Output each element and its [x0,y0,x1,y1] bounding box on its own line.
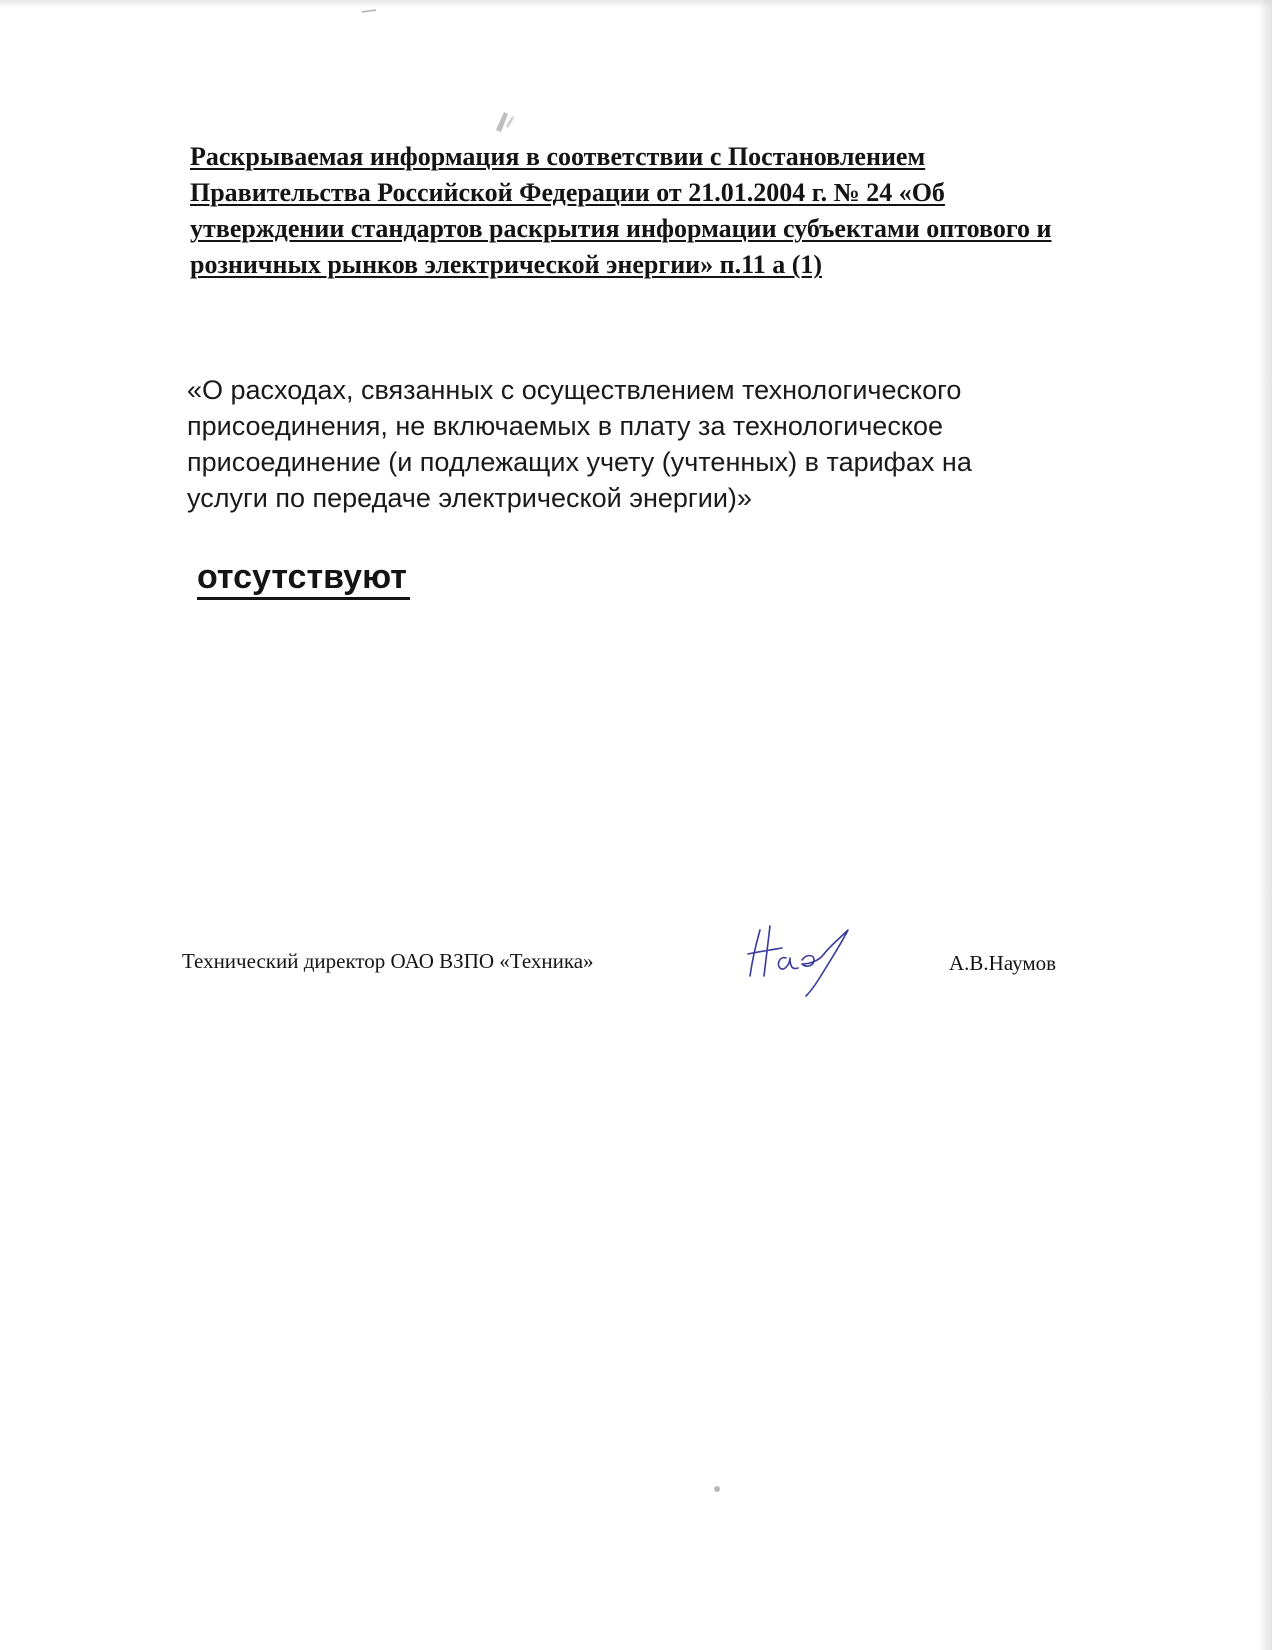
subject-line: присоединения, не включаемых в плату за технологическое [187,411,943,441]
subject-line: «О расходах, связанных с осуществлением технологического [187,375,962,405]
handwritten-signature [740,918,890,998]
subject-line: присоединение (и подлежащих учету (учтенных) в тарифах на [187,447,972,477]
heading-line: розничных рынков электрической энергии» п.11 а (1) [190,250,823,279]
scan-speck-bottom [711,1483,725,1495]
scan-top-shadow [0,0,1272,8]
disclosure-status: отсутствуют [197,557,410,600]
scan-speck-top [490,108,520,134]
signer-title: Технический директор ОАО ВЗПО «Техника» [182,949,594,973]
heading-line: Раскрываемая информация в соответствии с Постановлением [190,142,926,171]
signer-name: А.В.Наумов [949,951,1057,975]
disclosure-subject [187,372,1187,516]
scan-speck-corner [360,6,378,18]
heading-line: утверждении стандартов раскрытия информации субъектами оптового и [190,214,1052,243]
document-heading [190,139,1190,283]
scan-edge-shadow [1258,0,1272,1650]
subject-line: услуги по передаче электрической энергии)» [187,483,752,513]
heading-line: Правительства Российской Федерации от 21.01.2004 г. № 24 «Об [190,178,945,207]
